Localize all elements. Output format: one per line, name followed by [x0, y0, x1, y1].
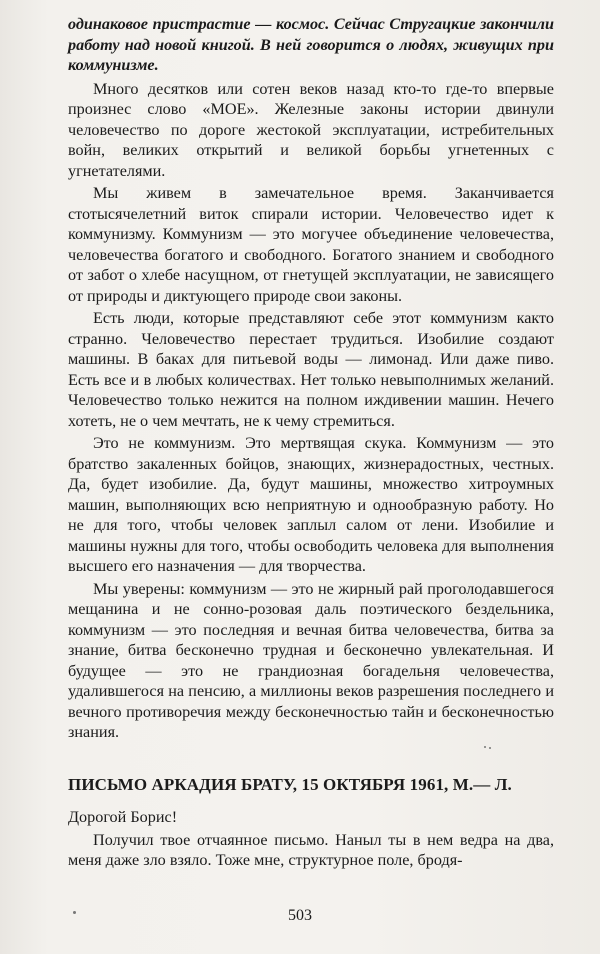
- letter-body: Получил твое отчаянное письмо. Наныл ты в нем ведра на два, меня даже зло взяло. Тоже мне, структурное поле, бродя-: [68, 830, 554, 869]
- paragraph-3: Есть люди, которые представляют себе этот коммунизм както странно. Человечество перестает трудиться. Изобилие создают машины. В баках для питьевой воды — лимонад. Или даже пиво. Есть все и в любых количествах. Нет только невыполнимых желаний. Человечество только нежится на полном иждивении машин. Нечего хотеть, не о чем мечтать, не к чему стремиться.: [68, 309, 554, 430]
- paragraph-4: Это не коммунизм. Это мертвящая скука. Коммунизм — это братство закаленных бойцов, знающих, жизнерадостных, честных. Да, будет изобилие. Да, будут машины, множество хитроумных машин, выполняющих всю неприятную и однообразную работу. Но не для того, чтобы человек заплыл салом от лени. Изобилие и машины нужны для того, чтобы освободить человека для выполнения высшего его назначения — для творчества.: [68, 434, 554, 575]
- letter-heading: ПИСЬМО АРКАДИЯ БРАТУ, 15 ОКТЯБРЯ 1961, М.— Л.: [68, 774, 512, 794]
- letter-greeting: Дорогой Борис!: [68, 808, 178, 826]
- page-number: 503: [288, 907, 312, 924]
- page-text: [68, 14, 554, 873]
- print-speck: [73, 911, 76, 914]
- paragraph-5: Мы уверены: коммунизм — это не жирный рай проголодавшегося мещанина и не сонно-розовая даль поэтического бездельника, коммунизм — это последняя и вечная битва человечества, битва за знание, битва бесконечно трудная и бесконечно увлекательная. И будущее — это не грандиозная богадельня человечества, удалившегося на пенсию, а миллионы веков разрешения последнего и вечного противоречия между бесконечностью тайн и бесконечностью знания.: [68, 579, 554, 741]
- intro-italic-text: одинаковое пристрастие — космос. Сейчас Стругацкие закончили работу над новой книгой. В ней говорится о людях, живущих при коммунизме.: [68, 15, 554, 74]
- print-speck: [484, 746, 486, 748]
- paragraph-2: Мы живем в замечательное время. Заканчивается стотысячелетний виток спирали истории. Человечество идет к коммунизму. Коммунизм — это могучее объединение человечества, человечества богатого и свободного. Богатого знанием и свободного от забот о хлебе насущном, от гнетущей эксплуатации, не зависящего от природы и диктующего природе свои законы.: [68, 184, 554, 305]
- print-speck: [489, 747, 491, 749]
- paragraph-1: Много десятков или сотен веков назад кто-то где-то впервые произнес слово «МОЕ». Железные законы истории двинули человечество по дороге жестокой эксплуатации, истребительных войн, великих открытий и великой борьбы угнетенных с угнетателями.: [68, 79, 554, 180]
